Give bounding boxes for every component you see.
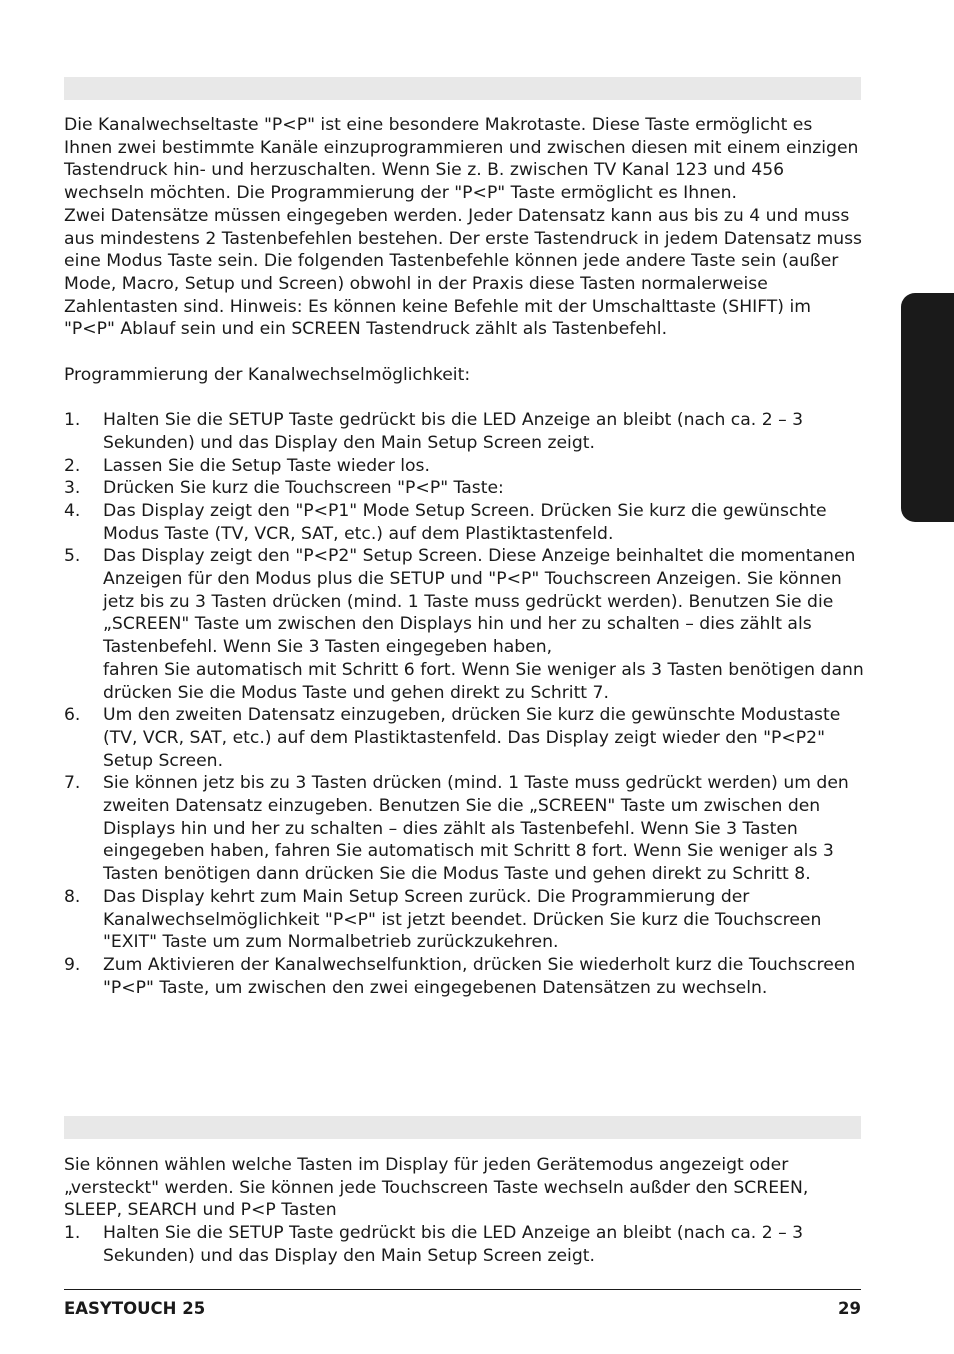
section-header-bar-2 [64,1116,861,1139]
intro-paragraph-2: Zwei Datensätze müssen eingegeben werden. Jeder Datensatz kann aus bis zu 4 und muss aus mindestens 2 Tastenbefehlen bestehen. Der erste Tastendruck in jedem Datensatz muss eine Modus Taste sein. Die folgenden Tastenbefehle können jede andere Taste sein (außer Mode, Macro, Setup und Screen) obwohl in der Praxis diese Tasten normalerweise Zahlentasten sind. Hinweis: Es können keine Befehle mit der Umschalttaste (SHIFT) im "P<P" Ablauf sein und ein SCREEN Tastendruck zählt als Tastenbefehl. [64,205,863,340]
section-header-bar [64,77,861,100]
chapter-tab [901,293,954,522]
steps-list-2 [64,1222,864,1267]
steps-list [64,409,864,999]
list-item: 1. Halten Sie die SETUP Taste gedrückt bis die LED Anzeige an bleibt (nach ca. 2 – 3 Sekunden) und das Display den Main Setup Screen zeigt. [64,410,804,453]
footer-product-name: EASYTOUCH 25 [64,1299,206,1318]
subheading: Programmierung der Kanalwechselmöglichkeit: [64,364,471,385]
section-2-body [64,1154,864,1268]
list-item: 5. Das Display zeigt den "P<P2" Setup Screen. Diese Anzeige beinhaltet die momentanen Anzeigen für den Modus plus die SETUP und "P<P" Touchscreen Anzeigen. Sie können jetz bis zu 3 Tasten drücken (mind. 1 Taste muss gedrückt werden). Benutzen Sie die „SCREEN" Taste um zwischen den Displays hin und her zu schalten – dies zählt als Tastenbefehl. Wenn Sie 3 Tasten eingegeben haben, fahren Sie automatisch mit Schritt 6 fort. Wenn Sie weniger als 3 Tasten benötigen dann drücken Sie die Modus Taste und gehen direkt zu Schritt 7. [64,546,864,703]
intro-paragraph: Die Kanalwechseltaste "P<P" ist eine besondere Makrotaste. Diese Taste ermöglicht es Ihnen zwei bestimmte Kanäle einzuprogrammieren und zwischen diesen mit einem einzigen Tastendruck hin- und herzuschalten. Wenn Sie z. B. zwischen TV Kanal 123 und 456 wechseln möchten. Die Programmierung der "P<P" Taste ermöglicht es Ihnen. [64,115,859,204]
footer-rule [64,1289,861,1290]
list-item: 3. Drücken Sie kurz die Touchscreen "P<P" Taste: [64,478,504,499]
section-2-intro: Sie können wählen welche Tasten im Display für jeden Gerätemodus angezeigt oder „versteckt" werden. Sie können jede Touchscreen Taste wechseln außder den SCREEN, SLEEP, SEARCH und P<P Tasten [64,1155,809,1221]
list-item: 7. Sie können jetz bis zu 3 Tasten drücken (mind. 1 Taste muss gedrückt werden) um den zweiten Datensatz einzugeben. Benutzen Sie die „SCREEN" Taste um zwischen den Displays hin und her zu schalten – dies zählt als Tastenbefehl. Wenn Sie 3 Tasten eingegeben haben, fahren Sie automatisch mit Schritt 8 fort. Wenn Sie weniger als 3 Tasten benötigen dann drücken Sie die Modus Taste und gehen direkt zu Schritt 8. [64,773,849,885]
list-item: 8. Das Display kehrt zum Main Setup Screen zurück. Die Programmierung der Kanalwechselmöglichkeit "P<P" ist jetzt beendet. Drücken Sie kurz die Touchscreen "EXIT" Taste um zum Normalbetrieb zurückzukehren. [64,886,822,953]
list-item: 4. Das Display zeigt den "P<P1" Mode Setup Screen. Drücken Sie kurz die gewünschte Modus Taste (TV, VCR, SAT, etc.) auf dem Plastiktastenfeld. [64,500,827,544]
page-number: 29 [838,1299,861,1318]
list-item: 2. Lassen Sie die Setup Taste wieder los. [64,455,430,476]
list-item: 1. Halten Sie die SETUP Taste gedrückt bis die LED Anzeige an bleibt (nach ca. 2 – 3 Sekunden) und das Display den Main Setup Screen zeigt. [64,1223,804,1266]
page-footer [64,1299,861,1318]
list-item: 6. Um den zweiten Datensatz einzugeben, drücken Sie kurz die gewünschte Modustaste (TV, VCR, SAT, etc.) auf dem Plastiktastenfeld. Das Display zeigt wieder den "P<P2" Setup Screen. [64,705,841,771]
list-item: 9. Zum Aktivieren der Kanalwechselfunktion, drücken Sie wiederholt kurz die Touchscreen "P<P" Taste, um zwischen den zwei eingegebenen Datensätzen zu wechseln. [64,954,856,998]
section-1-body [64,114,864,999]
